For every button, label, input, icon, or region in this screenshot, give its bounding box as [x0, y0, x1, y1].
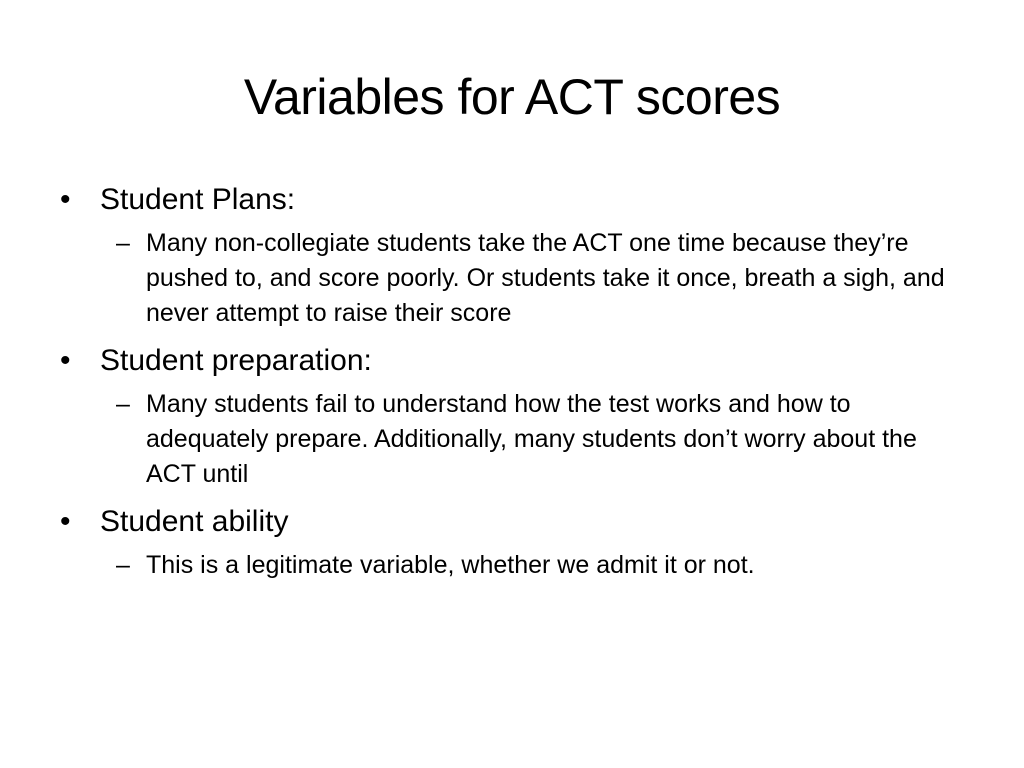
bullet-item-student-plans: [60, 178, 960, 222]
bullet-dot-icon: •: [60, 344, 71, 377]
bullet-item-student-preparation: [60, 339, 960, 383]
dash-icon: –: [116, 551, 130, 579]
bullet-dot-icon: •: [60, 183, 71, 216]
sub-bullet-item: [116, 548, 946, 583]
sub-bullet-item: [116, 387, 946, 492]
sub-bullet-text: Many non-collegiate students take the ACT one time because they’re pushed to, and score poorly. Or students take it once, breath a sigh, and never attempt to raise their score: [146, 229, 945, 327]
sub-bullet-item: [116, 226, 946, 331]
bullet-list: [60, 178, 960, 591]
dash-icon: –: [116, 229, 130, 257]
bullet-heading: Student Plans:: [100, 183, 296, 216]
bullet-item-student-ability: [60, 500, 960, 544]
sub-bullet-text: Many students fail to understand how the test works and how to adequately prepare. Additionally, many students don’t worry about the ACT until: [146, 390, 917, 488]
dash-icon: –: [116, 390, 130, 418]
sub-bullet-text: This is a legitimate variable, whether we admit it or not.: [146, 551, 755, 579]
bullet-heading: Student ability: [100, 505, 289, 538]
bullet-dot-icon: •: [60, 505, 71, 538]
bullet-heading: Student preparation:: [100, 344, 372, 377]
slide-title: Variables for ACT scores: [243, 69, 781, 125]
